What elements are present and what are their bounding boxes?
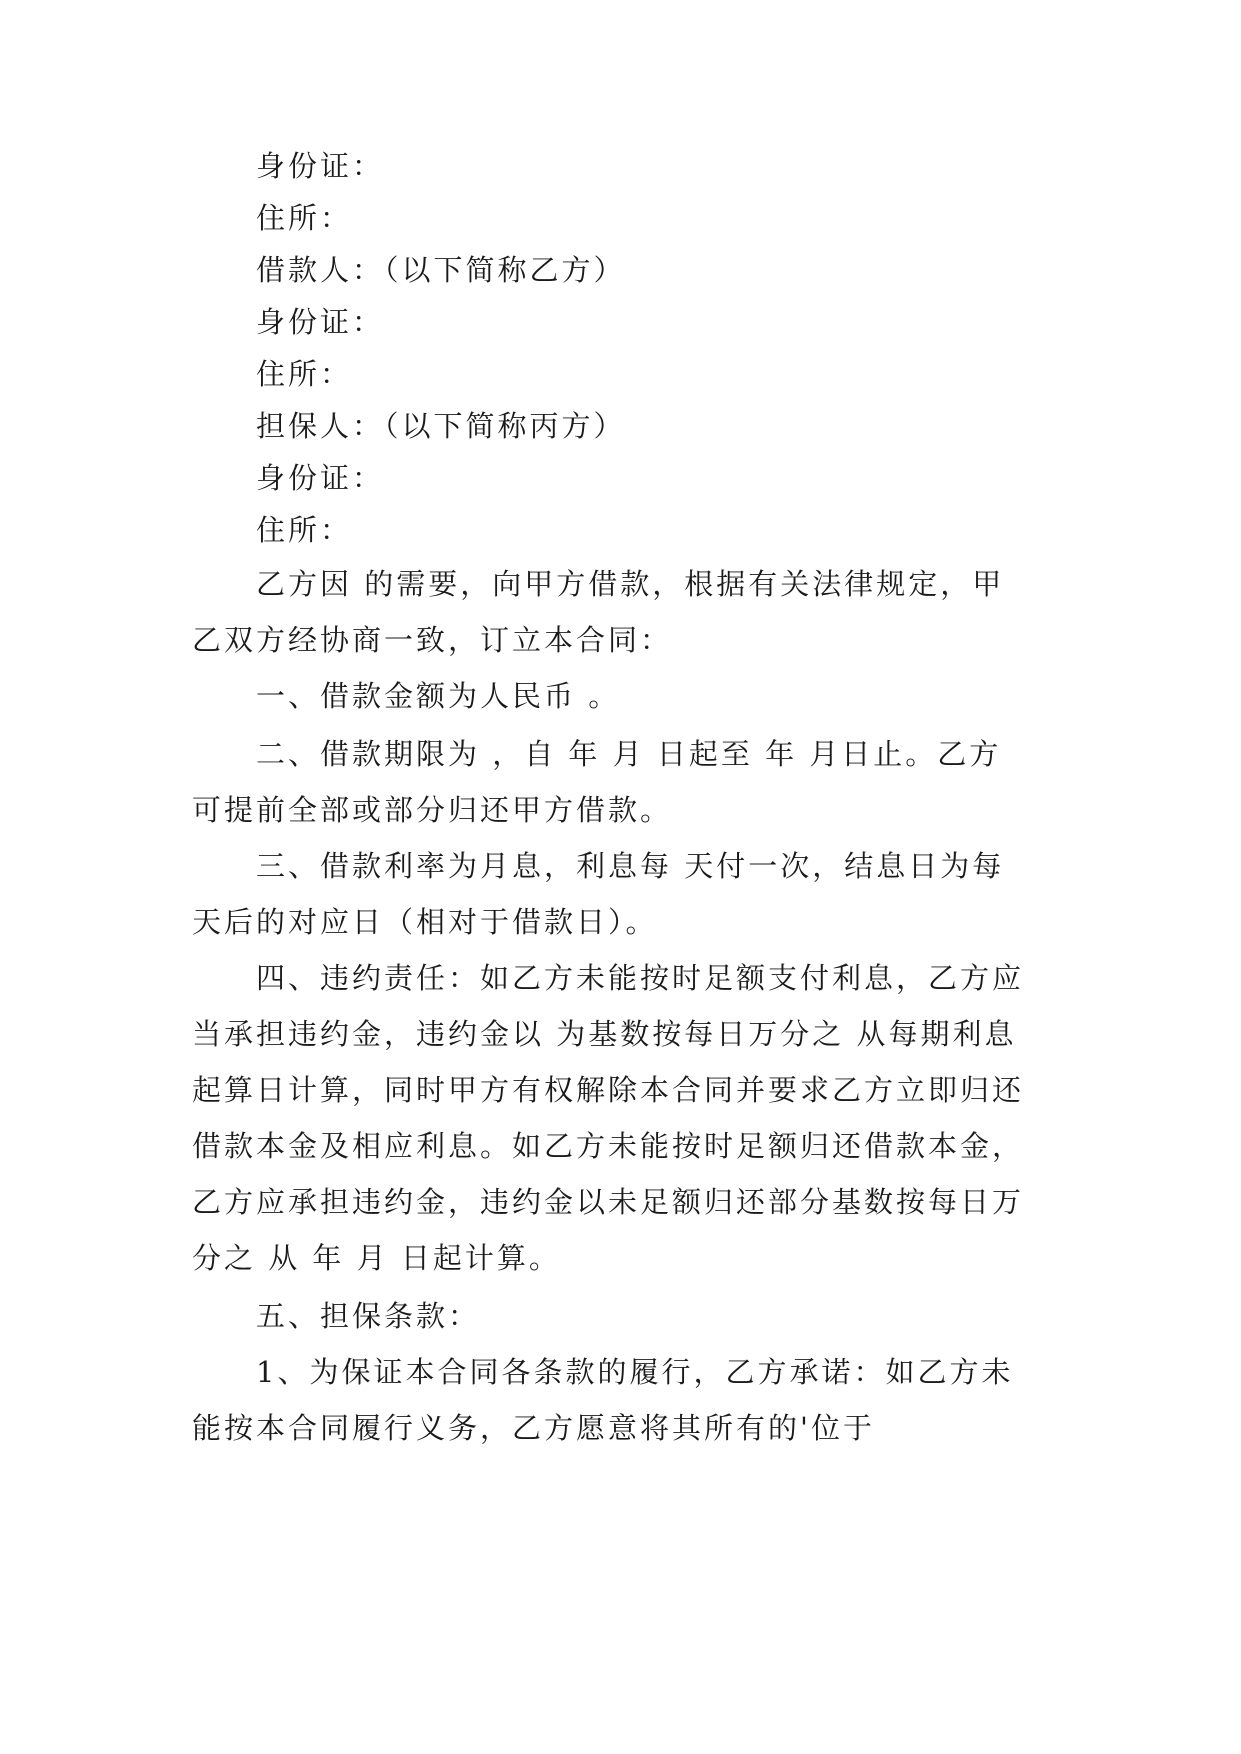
clause-4-line-3: 起算日计算，同时甲方有权解除本合同并要求乙方立即归还 [192, 1073, 1025, 1107]
guarantor-label: 担保人：（以下简称丙方） [256, 409, 626, 443]
clause-2-line-1: 二、借款期限为 ，自 年 月 日起至 年 月日止。乙方 [256, 737, 1002, 771]
clause-5-heading: 五、担保条款： [256, 1299, 481, 1333]
preamble-line-2: 乙双方经协商一致，订立本合同： [192, 623, 673, 657]
preamble-line-1: 乙方因 的需要，向甲方借款，根据有关法律规定，甲 [256, 567, 1005, 601]
borrower-label: 借款人：（以下简称乙方） [256, 253, 626, 287]
clause-5-item-1-line-2: 能按本合同履行义务，乙方愿意将其所有的'位于 [192, 1411, 875, 1445]
clause-5-item-1-line-1: 1、为保证本合同各条款的履行，乙方承诺：如乙方未 [256, 1355, 1014, 1389]
clause-4-line-6: 分之 从 年 月 日起计算。 [192, 1241, 561, 1275]
clause-4-line-2: 当承担违约金，违约金以 为基数按每日万分之 从每期利息 [192, 1017, 1017, 1051]
id-card-label-lender: 身份证： [256, 149, 385, 183]
address-label-lender: 住所： [256, 201, 353, 235]
address-label-borrower: 住所： [256, 357, 353, 391]
clause-3-line-2: 天后的对应日（相对于借款日）。 [192, 905, 658, 939]
clause-1: 一、借款金额为人民币 。 [256, 679, 621, 713]
address-label-guarantor: 住所： [256, 513, 353, 547]
clause-3-line-1: 三、借款利率为月息，利息每 天付一次，结息日为每 [256, 849, 1005, 883]
clause-4-line-1: 四、违约责任：如乙方未能按时足额支付利息，乙方应 [256, 961, 1025, 995]
id-card-label-guarantor: 身份证： [256, 461, 385, 495]
clause-4-line-4: 借款本金及相应利息。如乙方未能按时足额归还借款本金， [192, 1129, 1025, 1163]
clause-4-line-5: 乙方应承担违约金，违约金以未足额归还部分基数按每日万 [192, 1185, 1025, 1219]
clause-2-line-2: 可提前全部或部分归还甲方借款。 [192, 793, 673, 827]
id-card-label-borrower: 身份证： [256, 305, 385, 339]
